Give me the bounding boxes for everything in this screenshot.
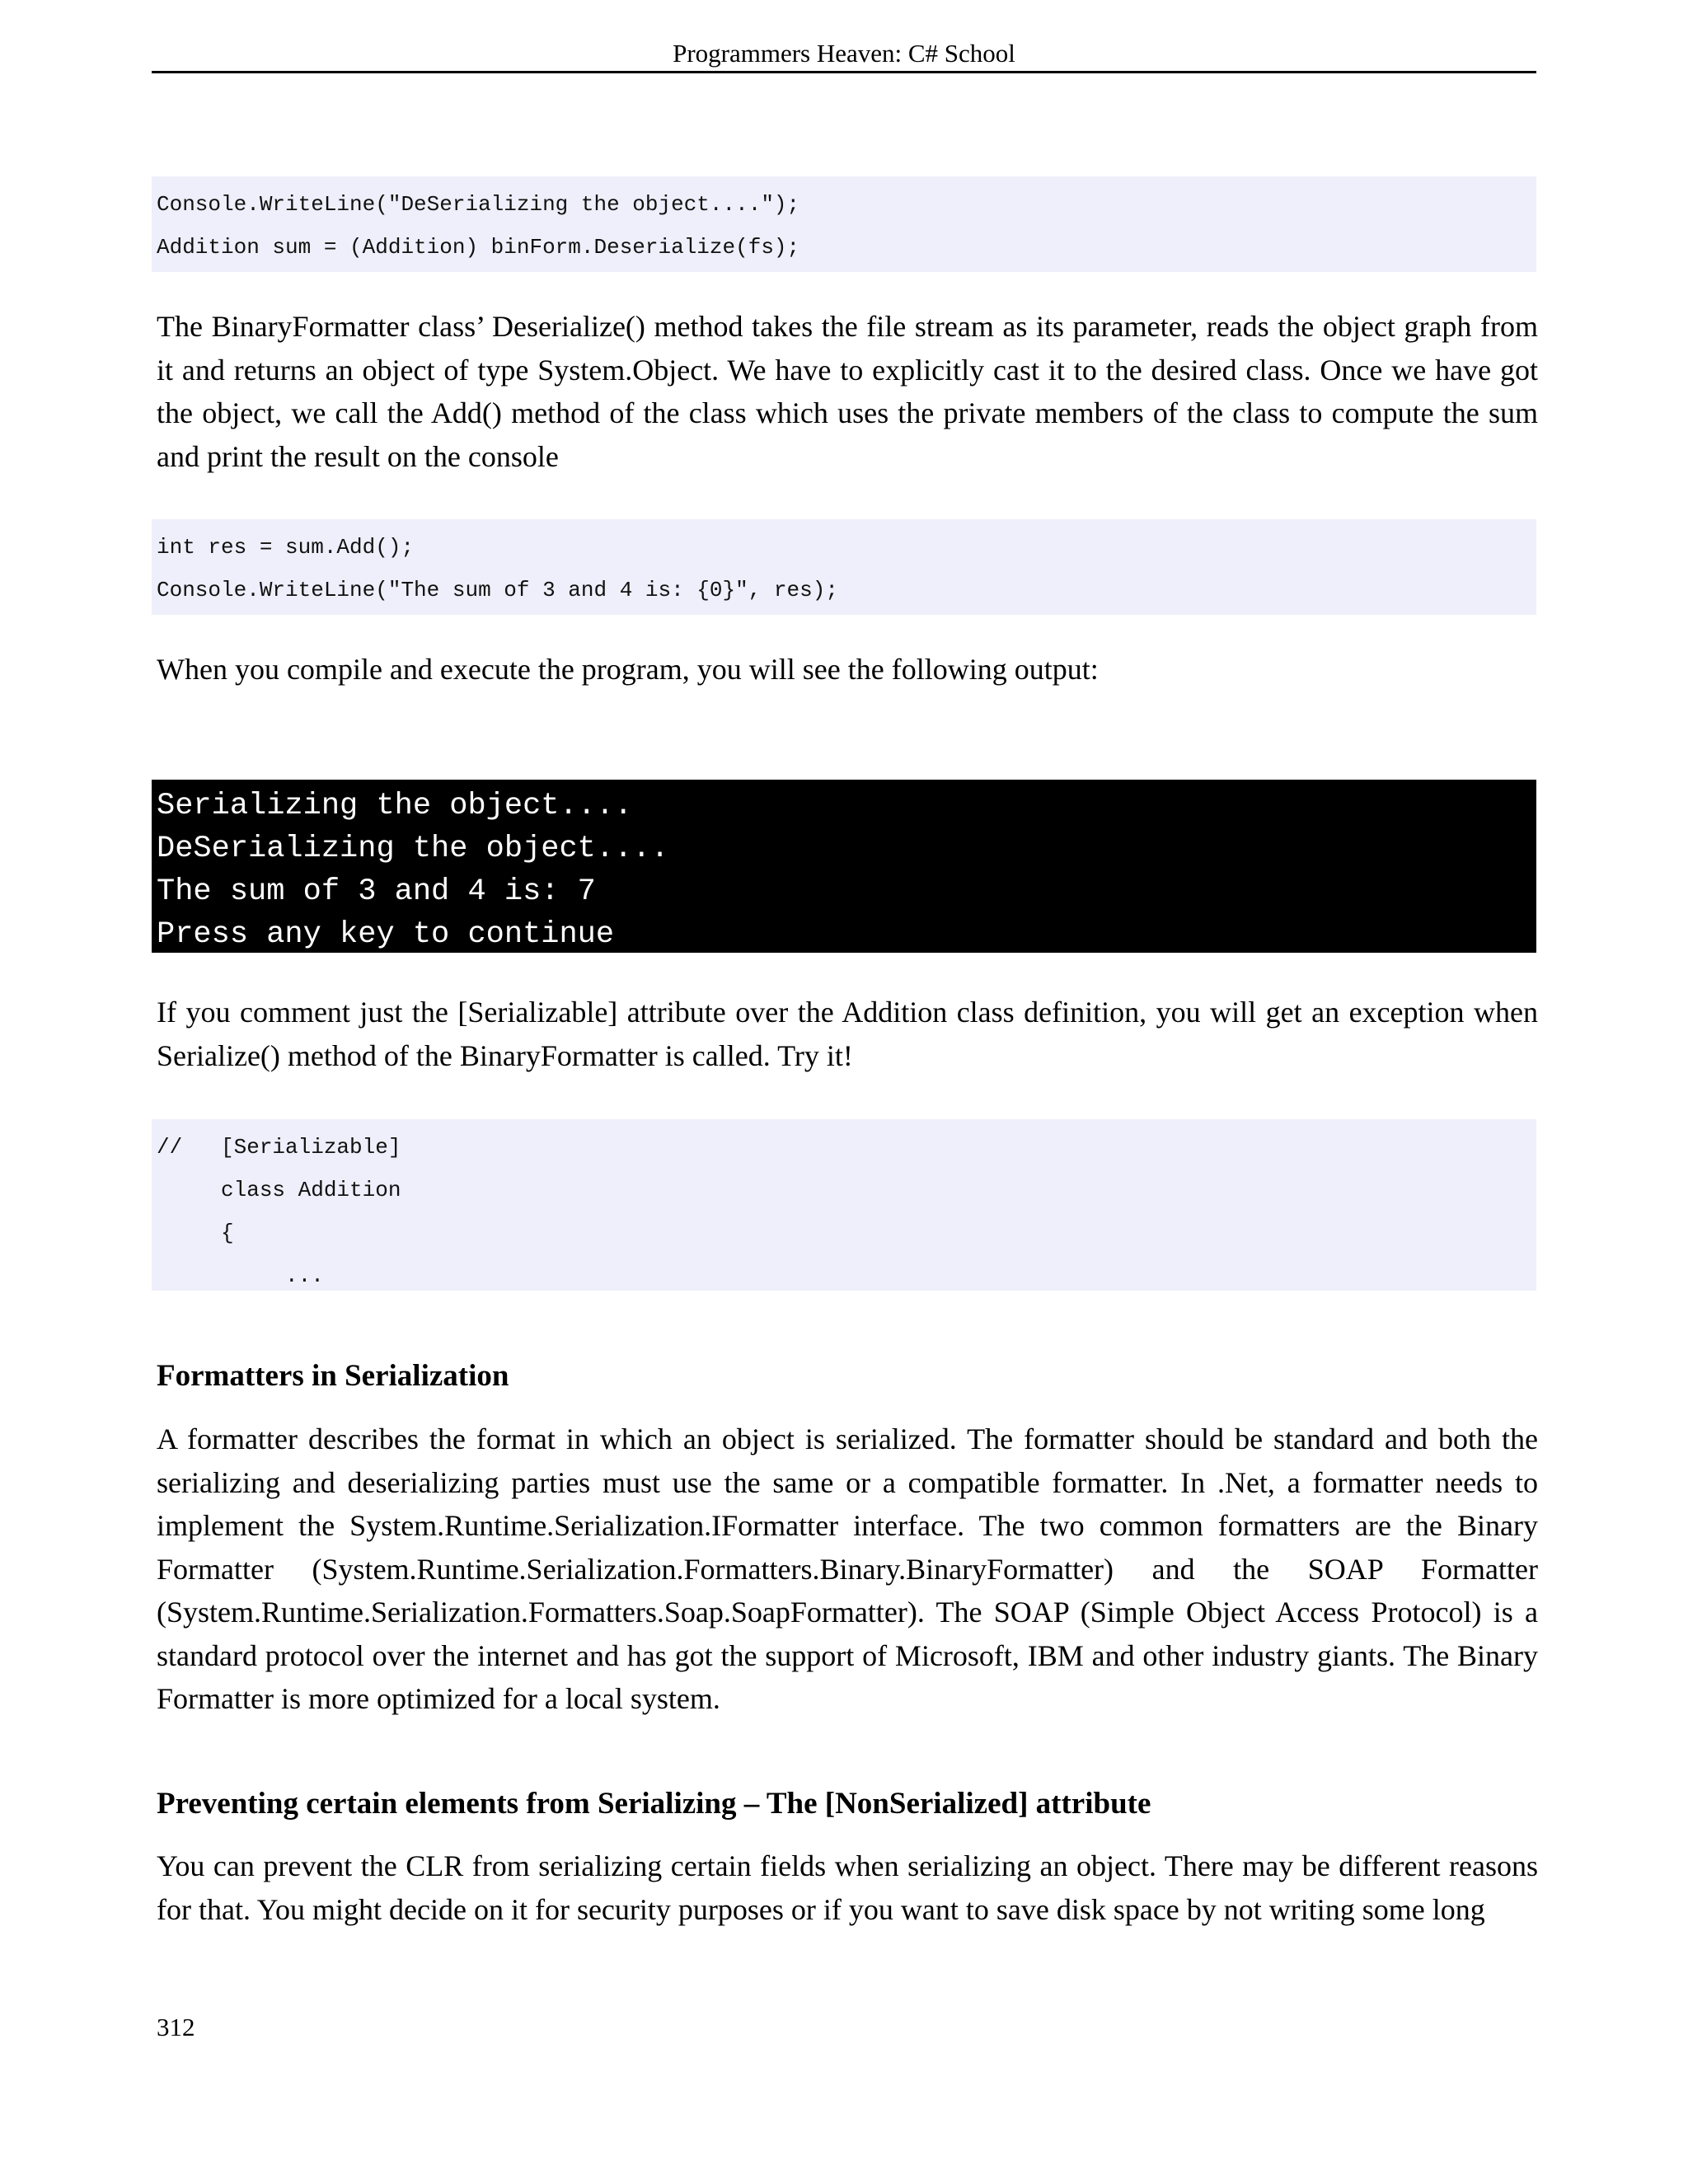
- code-line: Addition sum = (Addition) binForm.Deserialize(fs);: [157, 235, 800, 260]
- paragraph-nonserialized: You can prevent the CLR from serializing certain fields when serializing an object. There may be different reasons for that. You might decide on it for security purposes or if you want to save disk space by not writing some long: [157, 1849, 1538, 1926]
- code-line: {: [157, 1221, 234, 1245]
- code-line: ...: [157, 1263, 324, 1288]
- code-line: Console.WriteLine("The sum of 3 and 4 is: {0}", res);: [157, 578, 838, 602]
- paragraph-formatters: A formatter describes the format in which an object is serialized. The formatter should be standard and both the serializing and deserializing parties must use the same or a compatible formatter. In .Net, a formatter needs to implement the System.Runtime.Serialization.IFormatter interface. The two common formatters are the Binary Formatter (System.Runtime.Serialization.Formatters.Binary.BinaryFormatter) and the SOAP Formatter (System.Runtime.Serialization.Formatters.Soap.SoapFormatter). The SOAP (Simple Object Access Protocol) is a standard protocol over the internet and has got the support of Microsoft, IBM and other industry giants. The Binary Formatter is more optimized for a local system.: [157, 1422, 1538, 1715]
- paragraph-serializable-comment: If you comment just the [Serializable] attribute over the Addition class definition, you will get an exception when Serialize() method of the BinaryFormatter is called. Try it!: [157, 996, 1538, 1072]
- code-block-deserialize: [152, 176, 1536, 272]
- paragraph-output-intro: When you compile and execute the program, you will see the following output:: [157, 653, 1099, 686]
- code-line: Console.WriteLine("DeSerializing the object....");: [157, 192, 800, 217]
- code-line: class Addition: [157, 1178, 401, 1202]
- paragraph-deserialize-explanation: The BinaryFormatter class’ Deserialize() method takes the file stream as its parameter, reads the object graph from it and returns an object of type System.Object. We have to explicitly cast it to the desired class. Once we have got the object, we call the Add() method of the class which uses the private members of the class to compute the sum and print the result on the console: [157, 310, 1538, 473]
- code-block-commented-attribute: [152, 1119, 1536, 1291]
- console-line: Press any key to continue: [157, 917, 615, 952]
- running-header: [152, 36, 1536, 73]
- page-number: 312: [157, 2013, 195, 2041]
- code-line: int res = sum.Add();: [157, 535, 415, 560]
- console-line: The sum of 3 and 4 is: 7: [157, 874, 596, 909]
- console-line: DeSerializing the object....: [157, 832, 669, 866]
- code-block-add-call: [152, 519, 1536, 615]
- console-output: [152, 780, 1536, 953]
- code-line: // [Serializable]: [157, 1135, 401, 1160]
- section-heading-formatters: Formatters in Serialization: [157, 1359, 509, 1393]
- running-header-title: Programmers Heaven: C# School: [673, 39, 1015, 68]
- section-heading-nonserialized: Preventing certain elements from Serializing – The [NonSerialized] attribute: [157, 1787, 1151, 1821]
- console-line: Serializing the object....: [157, 789, 633, 823]
